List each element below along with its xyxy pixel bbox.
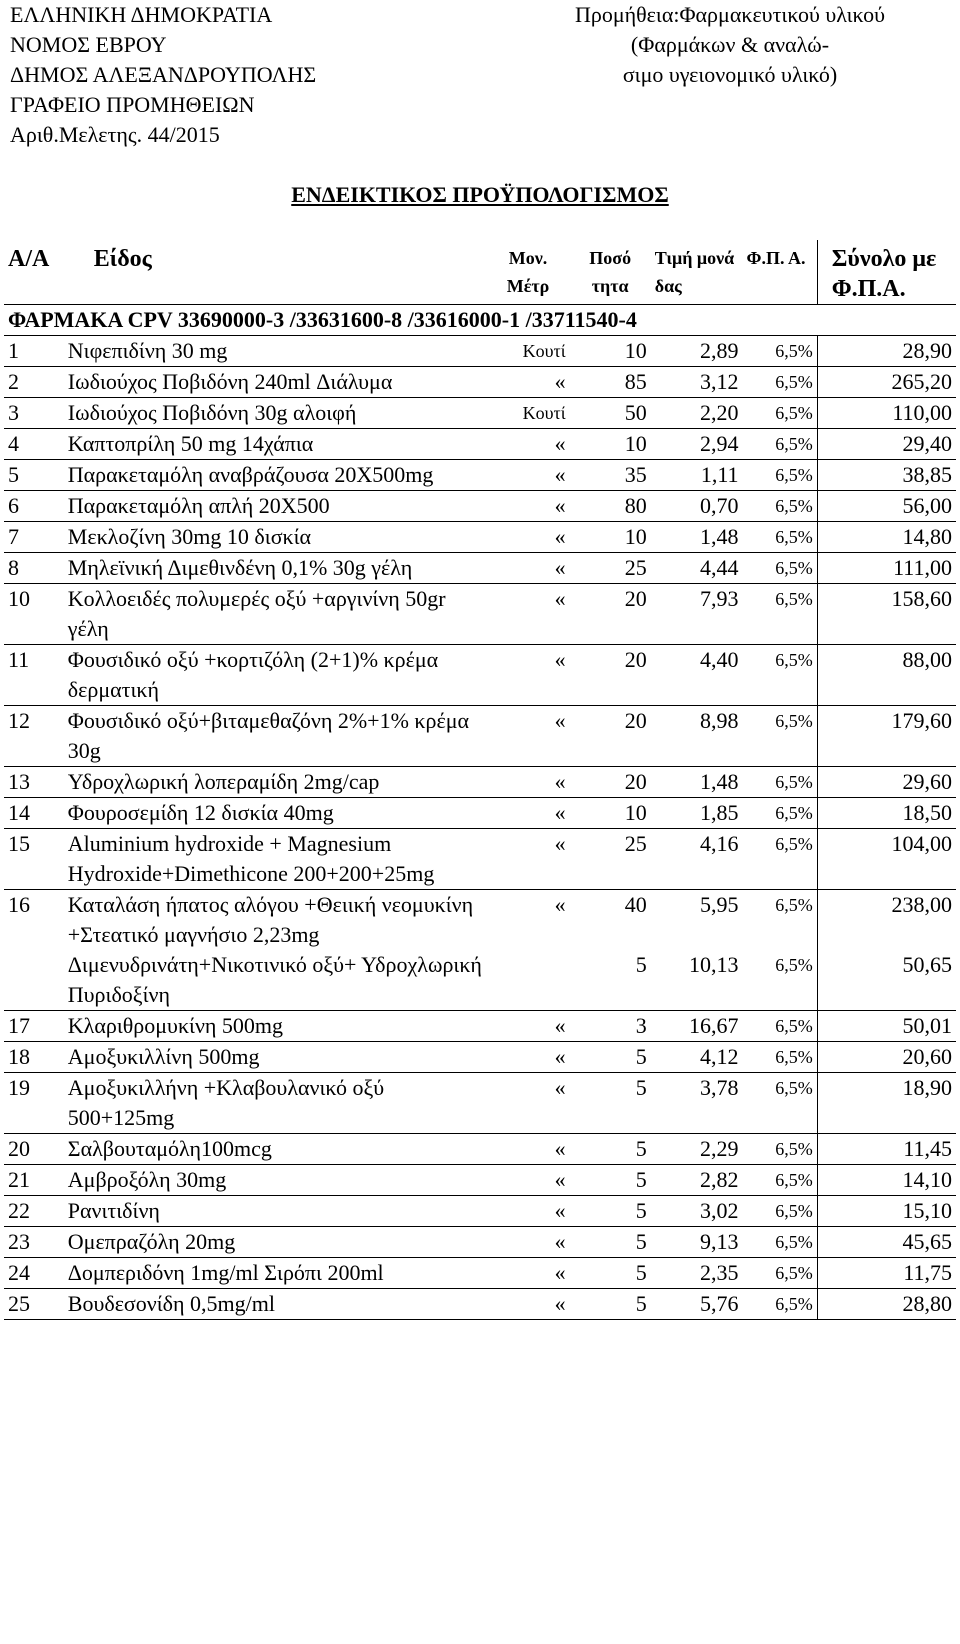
cell-name: Νιφεπιδίνη 30 mg: [64, 336, 487, 367]
cell-total: 238,00: [817, 890, 956, 951]
table-row: [4, 491, 956, 522]
cell-vat: 6,5%: [743, 1011, 818, 1042]
budget-table: [4, 240, 956, 1320]
cell-total: 38,85: [817, 460, 956, 491]
cell-name: Κολλοειδές πολυμερές οξύ +αργινίνη 50gr γέλη: [64, 584, 487, 645]
cell-vat: 6,5%: [775, 895, 813, 915]
cell-no: 22: [4, 1196, 64, 1227]
document-title: ΕΝΔΕΙΚΤΙΚΟΣ ΠΡΟΫΠΟΛΟΓΙΣΜΟΣ: [291, 182, 669, 207]
cell-no: 14: [4, 798, 64, 829]
cell-unit: Κουτί: [486, 398, 569, 429]
table-row: [4, 1134, 956, 1165]
cell-unit: «: [486, 798, 569, 829]
cell-name: Aluminium hydroxide + Magnesium Hydroxide+Dimethicone 200+200+25mg: [64, 829, 487, 890]
table-row: [4, 584, 956, 645]
cell-price: 4,40: [651, 645, 743, 706]
cell-name: Ομεπραζόλη 20mg: [64, 1227, 487, 1258]
table-row: [4, 767, 956, 798]
cell-qty: 80: [570, 491, 651, 522]
cell-unit: «: [486, 429, 569, 460]
table-row: [4, 336, 956, 367]
table-row: [4, 706, 956, 767]
cell-name: Παρακεταμόλη αναβράζουσα 20Χ500mg: [64, 460, 487, 491]
section-row: [4, 305, 956, 336]
cell-total: 50,01: [817, 1011, 956, 1042]
cell-qty: 10: [570, 336, 651, 367]
cell-vat: 6,5%: [743, 1042, 818, 1073]
cell-vat: 6,5%: [743, 1134, 818, 1165]
cell-qty: 5: [570, 1258, 651, 1289]
header-vat: Φ.Π. Α.: [743, 240, 818, 305]
cell-name: Καπτοπρίλη 50 mg 14χάπια: [64, 429, 487, 460]
cell-unit: «: [486, 491, 569, 522]
header-qty: Ποσό τητα: [570, 240, 651, 305]
cell-total: 158,60: [817, 584, 956, 645]
cell-name: Βουδεσονίδη 0,5mg/ml: [64, 1289, 487, 1320]
cell-total: 265,20: [817, 367, 956, 398]
cell-qty: 3: [570, 1011, 651, 1042]
cell-unit: «: [486, 1227, 569, 1258]
cell-price: 2,29: [651, 1134, 743, 1165]
cell-name: Αμοξυκιλλήνη +Κλαβουλανικό οξύ 500+125mg: [64, 1073, 487, 1134]
cell-no: 8: [4, 553, 64, 584]
table-body: [4, 336, 956, 1320]
cell-name: Καταλάση ήπατος αλόγου +Θειική νεομυκίνη +Στεατικό μαγνήσιο 2,23mg: [67, 892, 474, 947]
cell-no: 11: [4, 645, 64, 706]
table-row: [4, 1289, 956, 1320]
cell-qty: 25: [570, 829, 651, 890]
cell-total: 110,00: [817, 398, 956, 429]
cell-qty: 5: [570, 1289, 651, 1320]
cell-vat: 6,5%: [743, 767, 818, 798]
table-row: [4, 398, 956, 429]
issuer-line: ΕΛΛΗΝΙΚΗ ΔΗΜΟΚΡΑΤΙΑ: [10, 2, 273, 27]
table-row: [4, 798, 956, 829]
cell-unit: «: [486, 645, 569, 706]
cell-name: Φουσιδικό οξύ +κορτιζόλη (2+1)% κρέμα δερματική: [64, 645, 487, 706]
table-row: [4, 950, 956, 1011]
table-row: [4, 890, 956, 951]
cell-unit: «: [486, 1165, 569, 1196]
table-row: [4, 1258, 956, 1289]
cell-total: 14,10: [817, 1165, 956, 1196]
cell-total: 29,40: [817, 429, 956, 460]
cell-name: Υδροχλωρική λοπεραμίδη 2mg/cap: [64, 767, 487, 798]
cell-no: 15: [4, 829, 64, 890]
cell-total: 56,00: [817, 491, 956, 522]
cell-price: 3,12: [651, 367, 743, 398]
table-row: [4, 1042, 956, 1073]
issuer-block: [10, 0, 316, 150]
cell-vat: 6,5%: [743, 829, 818, 890]
cell-qty: 10: [570, 798, 651, 829]
cell-vat: 6,5%: [743, 336, 818, 367]
cell-total: 20,60: [817, 1042, 956, 1073]
cell-qty: 85: [570, 367, 651, 398]
header-no: Α/Α: [4, 240, 64, 305]
cell-qty: 20: [570, 584, 651, 645]
cell-name: Φουροσεμίδη 12 δισκία 40mg: [64, 798, 487, 829]
cell-qty: 35: [570, 460, 651, 491]
cell-vat: 6,5%: [743, 553, 818, 584]
cell-total: 50,65: [817, 950, 956, 1011]
cell-no: 6: [4, 491, 64, 522]
cell-unit: «: [486, 1258, 569, 1289]
cell-price: 3,02: [651, 1196, 743, 1227]
cell-unit: «: [486, 1196, 569, 1227]
cell-price: 8,98: [651, 706, 743, 767]
cell-vat: 6,5%: [743, 645, 818, 706]
table-row: [4, 429, 956, 460]
cell-total: 11,45: [817, 1134, 956, 1165]
cell-price: 2,82: [651, 1165, 743, 1196]
subject-line: σιμο υγειονομικό υλικό): [622, 62, 838, 87]
cell-qty: 5: [570, 1165, 651, 1196]
issuer-line: ΝΟΜΟΣ ΕΒΡΟΥ: [10, 32, 167, 57]
cell-price: 2,94: [651, 429, 743, 460]
cell-no: 10: [4, 584, 64, 645]
cell-unit: «: [486, 553, 569, 584]
cell-price: 1,85: [651, 798, 743, 829]
cell-unit: «: [486, 584, 569, 645]
cell-qty: 5: [570, 1042, 651, 1073]
header-name: Είδος: [64, 240, 487, 305]
cell-name: Ιωδιούχος Ποβιδόνη 30g αλοιφή: [64, 398, 487, 429]
cell-qty: 50: [570, 398, 651, 429]
table-row: [4, 1011, 956, 1042]
cell-vat: 6,5%: [743, 367, 818, 398]
cell-no: 4: [4, 429, 64, 460]
cell-no: 13: [4, 767, 64, 798]
cell-qty: 10: [570, 522, 651, 553]
cell-no: 12: [4, 706, 64, 767]
cell-qty: 5: [570, 1134, 651, 1165]
cell-unit: «: [554, 892, 566, 917]
cell-total: 18,90: [817, 1073, 956, 1134]
table-row: [4, 1227, 956, 1258]
cell-no: 21: [4, 1165, 64, 1196]
cell-no: 19: [4, 1073, 64, 1134]
header-unit: Μον. Μέτρ: [486, 240, 569, 305]
cell-unit: «: [486, 1011, 569, 1042]
cell-total: 29,60: [817, 767, 956, 798]
cell-unit: «: [486, 706, 569, 767]
cell-name: Κλαριθρομυκίνη 500mg: [64, 1011, 487, 1042]
cell-total: 45,65: [817, 1227, 956, 1258]
cell-vat: 6,5%: [743, 429, 818, 460]
cell-total: 15,10: [817, 1196, 956, 1227]
cell-name: Αμβροξόλη 30mg: [64, 1165, 487, 1196]
cell-qty: 5: [570, 1073, 651, 1134]
cell-total: 14,80: [817, 522, 956, 553]
cell-name: Διμενυδρινάτη+Νικοτινικό οξύ+ Υδροχλωρική Πυριδοξίνη: [64, 950, 487, 1011]
table-row: [4, 1165, 956, 1196]
cell-no: 1: [4, 336, 64, 367]
cell-price: 4,12: [651, 1042, 743, 1073]
table-row: [4, 367, 956, 398]
cell-name: Παρακεταμόλη απλή 20Χ500: [64, 491, 487, 522]
cell-no: 7: [4, 522, 64, 553]
cell-no: 17: [4, 1011, 64, 1042]
cell-total: 11,75: [817, 1258, 956, 1289]
cell-vat: 6,5%: [743, 1196, 818, 1227]
cell-name: Φουσιδικό οξύ+βιταμεθαζόνη 2%+1% κρέμα 30g: [64, 706, 487, 767]
cell-qty: 25: [570, 553, 651, 584]
cell-no: 16: [8, 892, 30, 917]
cell-price: 10,13: [651, 950, 743, 1011]
cell-vat: 6,5%: [743, 1289, 818, 1320]
cell-vat: 6,5%: [743, 950, 818, 1011]
subject-line: Προμήθεια:Φαρμακευτικού υλικού: [574, 2, 886, 27]
cell-total: 111,00: [817, 553, 956, 584]
cell-vat: 6,5%: [743, 491, 818, 522]
cell-vat: 6,5%: [743, 584, 818, 645]
header-total: Σύνολο με Φ.Π.Α.: [817, 240, 956, 305]
cell-name: Δομπεριδόνη 1mg/ml Σιρόπι 200ml: [64, 1258, 487, 1289]
cell-unit: «: [486, 522, 569, 553]
cell-unit: «: [486, 1134, 569, 1165]
table-row: [4, 460, 956, 491]
cell-no: 23: [4, 1227, 64, 1258]
section-title: ΦΑΡΜΑΚΑ CPV 33690000-3 /33631600-8 /33616000-1 /33711540-4: [4, 305, 956, 336]
table-header-row: [4, 240, 956, 305]
cell-price: 2,89: [651, 336, 743, 367]
cell-name: Σαλβουταμόλη100mcg: [64, 1134, 487, 1165]
cell-price: 2,35: [651, 1258, 743, 1289]
cell-no: 18: [4, 1042, 64, 1073]
cell-vat: 6,5%: [743, 522, 818, 553]
subject-line: (Φαρμάκων & αναλώ-: [630, 32, 830, 57]
cell-no: 3: [4, 398, 64, 429]
cell-vat: 6,5%: [743, 1258, 818, 1289]
cell-price: 1,11: [651, 460, 743, 491]
cell-unit: Κουτί: [486, 336, 569, 367]
cell-name: Μεκλοζίνη 30mg 10 δισκία: [64, 522, 487, 553]
cell-no: [4, 950, 64, 1011]
cell-price: 3,78: [651, 1073, 743, 1134]
cell-unit: «: [486, 1042, 569, 1073]
cell-unit: «: [486, 1289, 569, 1320]
cell-unit: «: [486, 367, 569, 398]
cell-qty: 10: [570, 429, 651, 460]
header-price: Τιμή μονά δας: [651, 240, 743, 305]
cell-price: 5,95: [700, 892, 739, 917]
procurement-subject: [520, 0, 940, 90]
cell-qty: 40: [624, 892, 647, 917]
cell-price: 2,20: [651, 398, 743, 429]
cell-qty: 5: [570, 1227, 651, 1258]
cell-no: 25: [4, 1289, 64, 1320]
cell-price: 4,44: [651, 553, 743, 584]
table-row: [4, 1196, 956, 1227]
issuer-line: ΓΡΑΦΕΙΟ ΠΡΟΜΗΘΕΙΩΝ: [10, 92, 255, 117]
issuer-line: ΔΗΜΟΣ ΑΛΕΞΑΝΔΡΟΥΠΟΛΗΣ: [10, 62, 317, 87]
table-row: [4, 1073, 956, 1134]
cell-price: 7,93: [651, 584, 743, 645]
study-number: Αριθ.Μελετης. 44/2015: [10, 122, 220, 147]
table-row: [4, 645, 956, 706]
cell-price: 5,76: [651, 1289, 743, 1320]
cell-price: 1,48: [651, 767, 743, 798]
cell-unit: «: [486, 767, 569, 798]
cell-total: 18,50: [817, 798, 956, 829]
cell-vat: 6,5%: [743, 798, 818, 829]
cell-vat: 6,5%: [743, 1227, 818, 1258]
cell-vat: 6,5%: [743, 398, 818, 429]
cell-price: 4,16: [651, 829, 743, 890]
cell-qty: 20: [570, 767, 651, 798]
table-row: [4, 522, 956, 553]
cell-no: 24: [4, 1258, 64, 1289]
cell-total: 179,60: [817, 706, 956, 767]
cell-total: 88,00: [817, 645, 956, 706]
cell-vat: 6,5%: [743, 706, 818, 767]
cell-name: Αμοξυκιλλίνη 500mg: [64, 1042, 487, 1073]
cell-vat: 6,5%: [743, 1165, 818, 1196]
cell-vat: 6,5%: [743, 460, 818, 491]
cell-price: 1,48: [651, 522, 743, 553]
cell-name: Ιωδιούχος Ποβιδόνη 240ml Διάλυμα: [64, 367, 487, 398]
cell-name: Ρανιτιδίνη: [64, 1196, 487, 1227]
cell-total: 28,90: [817, 336, 956, 367]
cell-total: 104,00: [817, 829, 956, 890]
cell-unit: «: [486, 1073, 569, 1134]
cell-qty: 5: [570, 1196, 651, 1227]
cell-no: 20: [4, 1134, 64, 1165]
cell-total: 28,80: [817, 1289, 956, 1320]
cell-no: 5: [4, 460, 64, 491]
table-row: [4, 553, 956, 584]
cell-no: 2: [4, 367, 64, 398]
cell-vat: 6,5%: [743, 1073, 818, 1134]
cell-qty: 20: [570, 706, 651, 767]
cell-price: 16,67: [651, 1011, 743, 1042]
cell-name: Μηλεϊνική Διμεθινδένη 0,1% 30g γέλη: [64, 553, 487, 584]
cell-unit: «: [486, 829, 569, 890]
cell-price: 0,70: [651, 491, 743, 522]
cell-unit: [486, 950, 569, 1011]
cell-price: 9,13: [651, 1227, 743, 1258]
cell-qty: 20: [570, 645, 651, 706]
cell-qty: 5: [570, 950, 651, 1011]
table-row: [4, 829, 956, 890]
cell-unit: «: [486, 460, 569, 491]
